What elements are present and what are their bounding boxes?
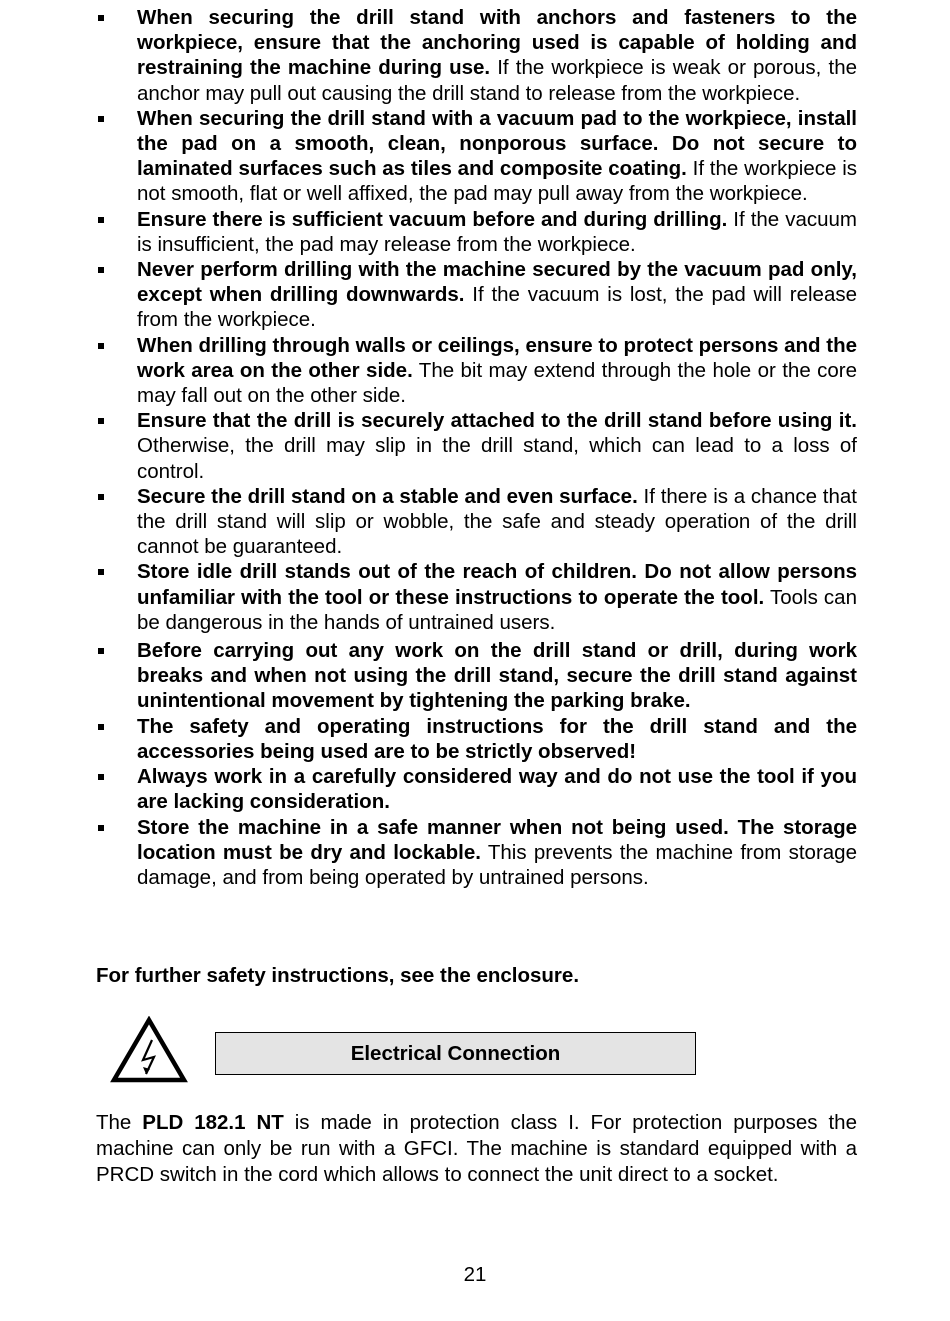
list-item <box>96 638 857 714</box>
bullet-square-icon <box>98 418 104 424</box>
instruction-text: If the vacuum is insufficient, the pad may release from the workpiece. <box>137 207 857 256</box>
list-item <box>96 408 857 484</box>
bullet-square-icon <box>98 116 104 122</box>
instruction-bold: Ensure that the drill is securely attached to the drill stand before using it. <box>137 409 857 433</box>
list-item <box>96 207 857 257</box>
bullet-square-icon <box>98 724 104 730</box>
electrical-connection-paragraph <box>96 1110 857 1188</box>
bullet-square-icon <box>98 267 104 273</box>
list-item <box>96 257 857 333</box>
section-heading-box <box>215 1032 696 1075</box>
instruction-text: This prevents the machine from storage damage, and from being operated by untrained persons. <box>137 840 857 889</box>
list-item <box>96 333 857 409</box>
instruction-bold: Ensure there is sufficient vacuum before and during drilling. <box>137 207 728 231</box>
instruction-bold: Store the machine in a safe manner when not being used. The storage location must be dry and lockable. <box>137 815 857 864</box>
list-item <box>96 559 857 635</box>
paragraph-text: The <box>96 1111 143 1134</box>
list-item <box>96 5 857 106</box>
instruction-text: The bit may extend through the hole or the core may fall out on the other side. <box>137 358 857 408</box>
instruction-text: If the workpiece is weak or porous, the anchor may pull out causing the drill stand to release from the workpiece. <box>137 56 857 105</box>
bullet-square-icon <box>98 343 104 349</box>
instruction-bold: Before carrying out any work on the drill stand or drill, during work breaks and when not using the drill stand, secure the drill stand against unintentional movement by tightening the parking brake. <box>137 639 857 713</box>
bullet-square-icon <box>98 217 104 223</box>
further-safety-note: For further safety instructions, see the enclosure. <box>96 964 580 987</box>
instruction-text: Tools can be dangerous in the hands of untrained users. <box>137 585 857 634</box>
bullet-square-icon <box>98 774 104 780</box>
instruction-text: If there is a chance that the drill stand will slip or wobble, the safe and steady operation of the drill cannot be guaranteed. <box>137 484 857 559</box>
instruction-bold: Never perform drilling with the machine secured by the vacuum pad only, except when drilling downwards. <box>137 258 857 307</box>
instruction-bold: Secure the drill stand on a stable and even surface. <box>137 484 638 508</box>
instruction-text: If the vacuum is lost, the pad will release from the workpiece. <box>137 283 857 332</box>
high-voltage-warning-icon <box>110 1016 188 1084</box>
instruction-bold: When securing the drill stand with a vacuum pad to the workpiece, install the pad on a smooth, clean, nonporous surface. Do not secure to laminated surfaces such as tiles and composite coating. <box>137 106 857 181</box>
page-number: 21 <box>463 1263 487 1286</box>
bullet-square-icon <box>98 825 104 831</box>
instruction-bold: When drilling through walls or ceilings, ensure to protect persons and the work area on the other side. <box>137 333 857 382</box>
list-item <box>96 484 857 560</box>
model-name: PLD 182.1 NT <box>142 1111 284 1134</box>
safety-instructions-list <box>96 5 857 890</box>
instruction-bold: Always work in a carefully considered way and do not use the tool if you are lacking consideration. <box>137 765 857 814</box>
list-item <box>96 714 857 764</box>
instruction-bold: When securing the drill stand with anchors and fasteners to the workpiece, ensure that the anchoring used is capable of holding and restraining the machine during use. <box>137 6 857 80</box>
instruction-text: Otherwise, the drill may slip in the drill stand, which can lead to a loss of control. <box>137 434 857 483</box>
bullet-square-icon <box>98 569 104 575</box>
bullet-square-icon <box>98 648 104 654</box>
bullet-square-icon <box>98 15 104 21</box>
instruction-bold: Store idle drill stands out of the reach of children. Do not allow persons unfamiliar with the tool or these instructions to operate the tool. <box>137 560 857 609</box>
list-item <box>96 106 857 207</box>
bullet-square-icon <box>98 494 104 500</box>
section-title: Electrical Connection <box>350 1041 561 1065</box>
list-item <box>96 815 857 891</box>
list-item <box>96 764 857 814</box>
paragraph-text: is made in protection class I. For protection purposes the machine can only be run with a GFCI. The machine is standard equipped with a PRCD switch in the cord which allows to connect the unit direct to a socket. <box>96 1111 857 1186</box>
instruction-bold: The safety and operating instructions for the drill stand and the accessories being used are to be strictly observed! <box>137 714 857 763</box>
instruction-text: If the workpiece is not smooth, flat or well affixed, the pad may pull away from the workpiece. <box>137 157 857 206</box>
